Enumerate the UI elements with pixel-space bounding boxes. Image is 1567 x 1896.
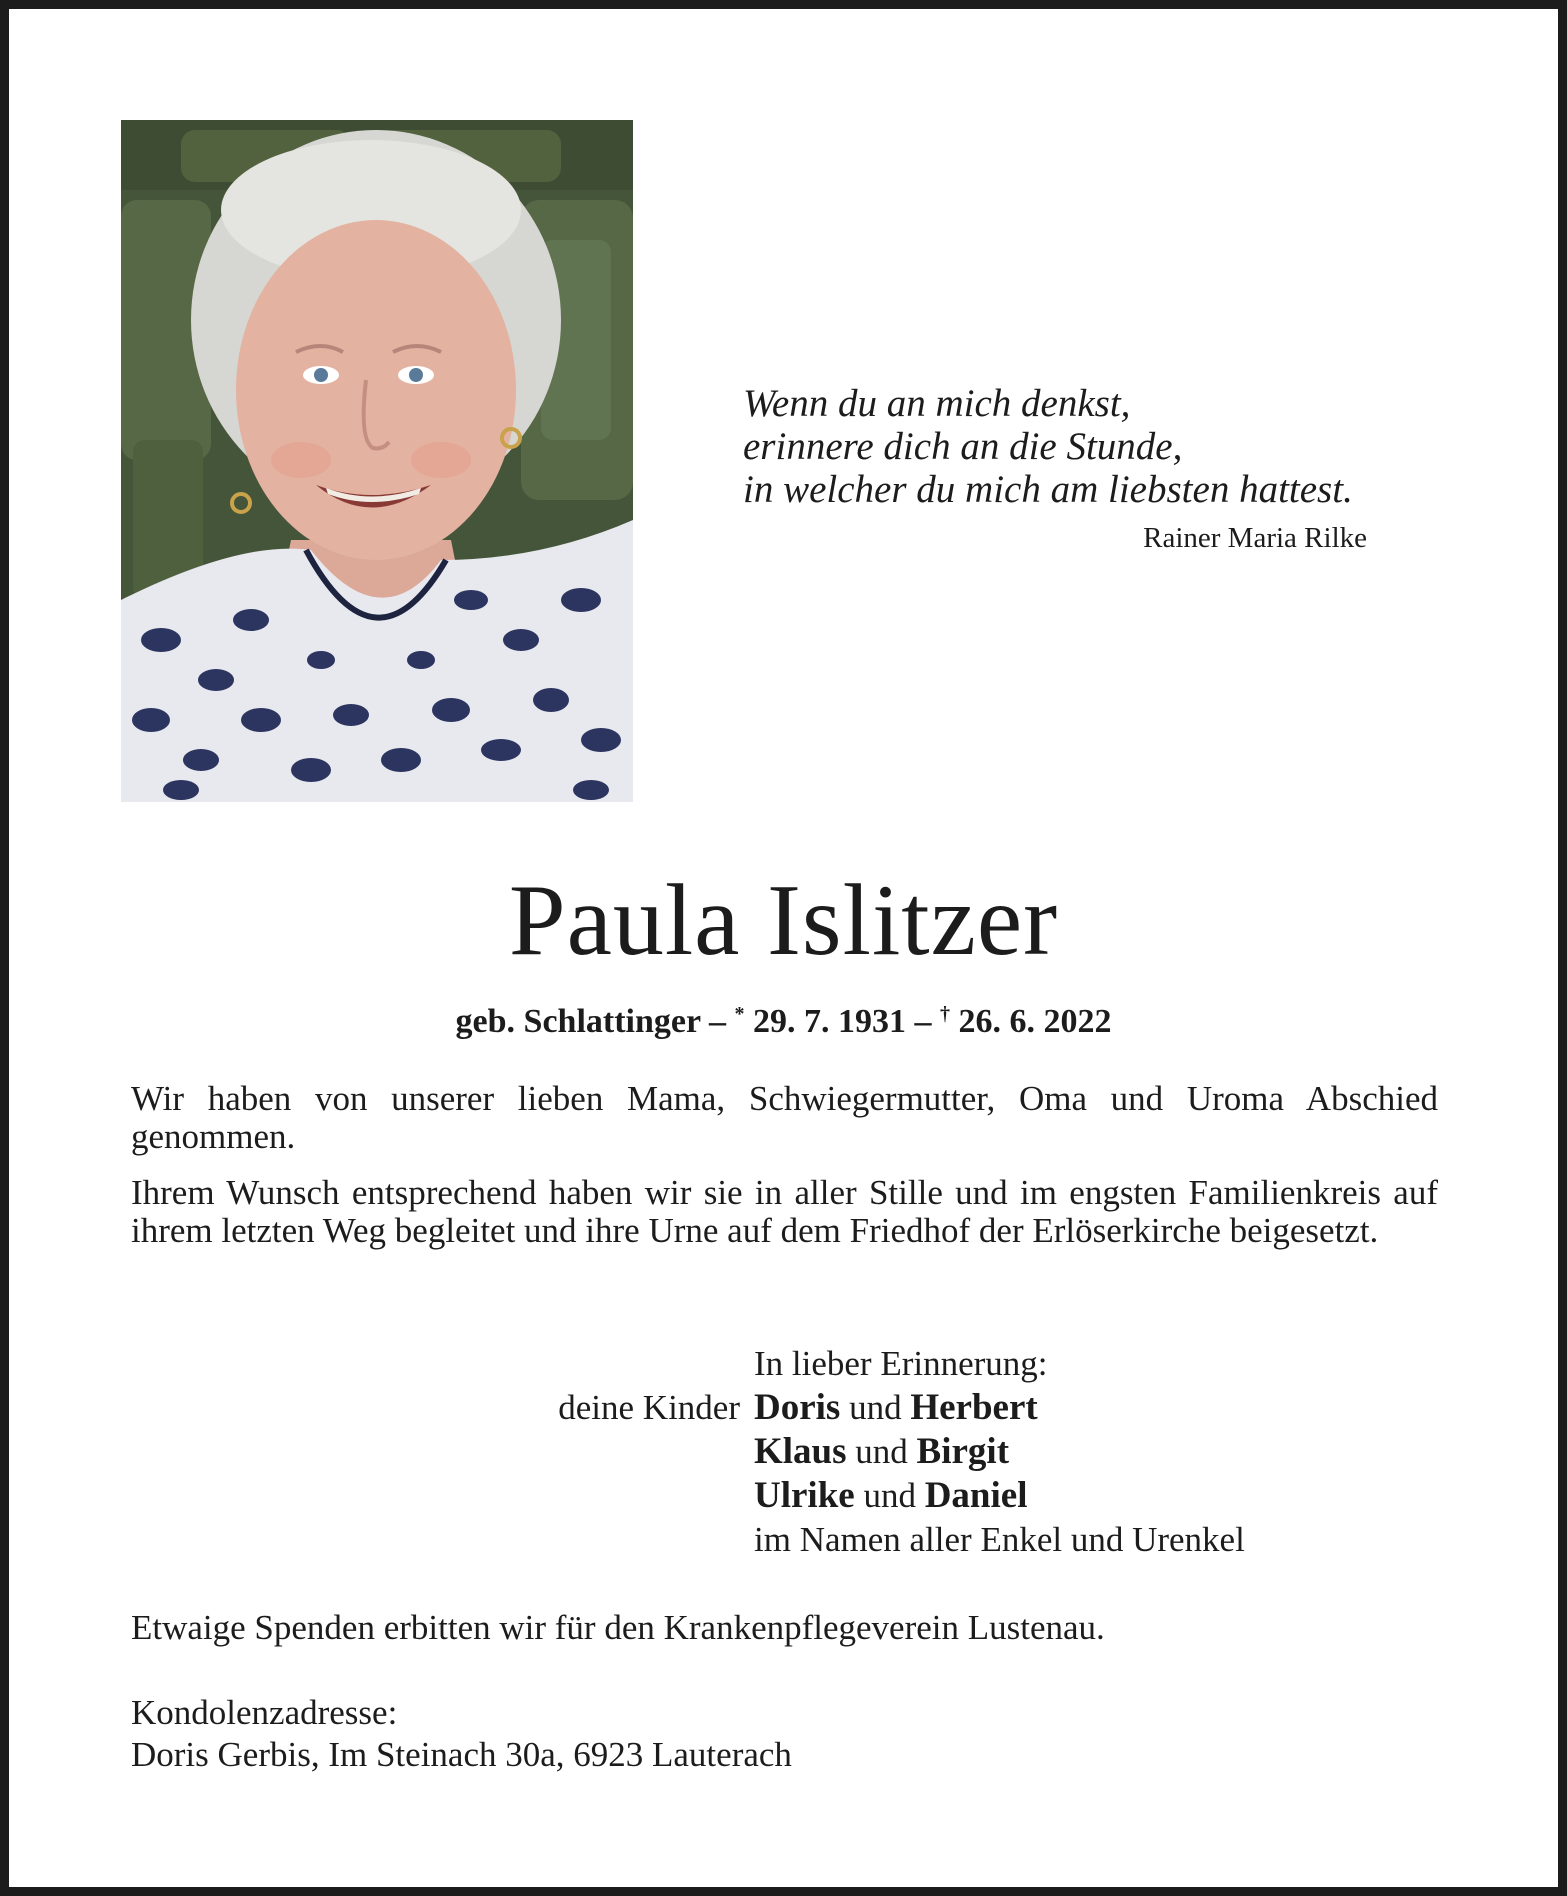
- donation-note: Etwaige Spenden erbitten wir für den Krankenpflegeverein Lustenau.: [131, 1608, 1105, 1647]
- memory-intro: In lieber Erinnerung:: [754, 1344, 1048, 1383]
- mourner-couple: [754, 1386, 1245, 1430]
- quote-line: erinnere dich an die Stunde,: [743, 425, 1183, 468]
- burial-paragraph: Ihrem Wunsch entsprechend haben wir sie in aller Stille und im engsten Familienkreis auf ihrem letzten Weg begleitet und ihre Urne auf dem Friedhof der Erlöserkirche beigesetzt.: [131, 1173, 1438, 1250]
- birth-death-line: [0, 994, 1567, 1042]
- death-symbol: †: [939, 1003, 950, 1025]
- child-name: Klaus: [754, 1431, 847, 1472]
- mourner-couple: [754, 1474, 1245, 1518]
- mourners-list: [754, 1386, 1245, 1562]
- announcement-paragraph: Wir haben von unserer lieben Mama, Schwiegermutter, Oma und Uroma Abschied genommen.: [131, 1079, 1438, 1156]
- child-name: Doris: [754, 1387, 841, 1428]
- maiden-name: geb. Schlattinger –: [455, 1003, 735, 1040]
- partner-name: Daniel: [924, 1475, 1028, 1516]
- quote-line: Wenn du an mich denkst,: [743, 382, 1131, 425]
- partner-name: Birgit: [916, 1431, 1010, 1472]
- portrait-image: [121, 120, 633, 802]
- rilke-quote: [743, 382, 1383, 511]
- child-name: Ulrike: [754, 1475, 855, 1516]
- portrait-photo: [121, 120, 633, 802]
- condolence-label: Kondolenzadresse:: [131, 1693, 398, 1732]
- birth-date: 29. 7. 1931 –: [744, 1003, 940, 1040]
- quote-author: Rainer Maria Rilke: [1143, 522, 1367, 554]
- deceased-name: Paula Islitzer: [508, 864, 1059, 977]
- condolence-address-line: Doris Gerbis, Im Steinach 30a, 6923 Lauterach: [131, 1735, 792, 1774]
- children-label: deine Kinder: [558, 1388, 740, 1427]
- mourners-closing: im Namen aller Enkel und Urenkel: [754, 1520, 1245, 1559]
- partner-name: Herbert: [910, 1387, 1038, 1428]
- death-date: 26. 6. 2022: [949, 1003, 1112, 1040]
- conjunction: und: [846, 1432, 917, 1471]
- birth-symbol: *: [734, 1003, 745, 1025]
- conjunction: und: [854, 1476, 925, 1515]
- conjunction: und: [840, 1388, 911, 1427]
- mourner-couple: [754, 1430, 1245, 1474]
- condolence-address: [131, 1692, 792, 1776]
- quote-line: in welcher du mich am liebsten hattest.: [743, 468, 1353, 511]
